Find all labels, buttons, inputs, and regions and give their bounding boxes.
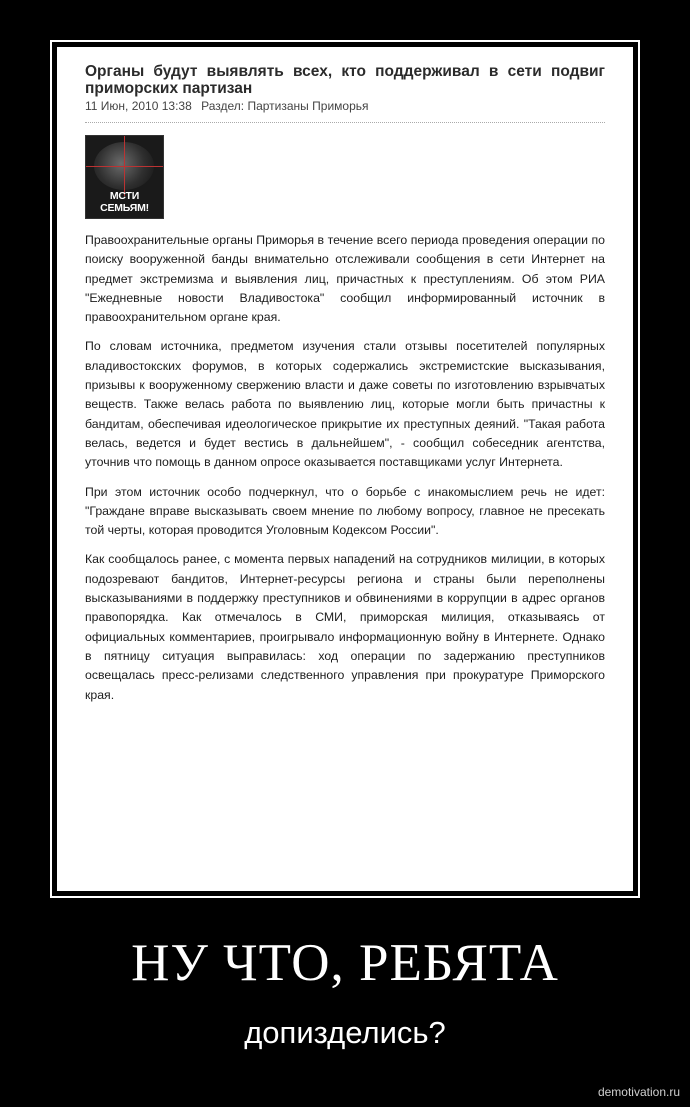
poster-frame	[50, 40, 640, 898]
badge-caption: МСТИ СЕМЬЯМ!	[100, 190, 149, 214]
site-watermark: demotivation.ru	[597, 1085, 680, 1099]
article-screenshot	[57, 47, 633, 891]
section-link[interactable]: Партизаны Приморья	[247, 99, 369, 113]
article-paragraph: При этом источник особо подчеркнул, что о борьбе с инакомыслием речь не идет: "Граждане вправе высказывать своем мнение по любому вопросу, главное не пресекать той черты, которая проводится Уголовным Кодексом России".	[85, 484, 605, 538]
poster-subtitle: допизделись?	[244, 1015, 446, 1050]
article-paragraph: Как сообщалось ранее, с момента первых нападений на сотрудников милиции, в которых подозревают бандитов, Интернет-ресурсы региона и страны были переполнены высказываниями в поддержку преступников и обвинениями в коррупции в адрес органов правопорядка. Как отмечалось в СМИ, приморская милиция, отказываясь от официальных комментариев, проигрывало информационную войну в Интернете. Однако в пятницу ситуация выправилась: ход операции по задержанию преступников освещалась пресс-релизами следственного управления при прокуратуре Приморского края.	[85, 552, 605, 702]
poster-title: НУ ЧТО, РЕБЯТА	[131, 934, 559, 992]
article-body	[85, 231, 605, 705]
article-paragraph: Правоохранительные органы Приморья в течение всего периода проведения операции по поиску вооруженной банды внимательно отслеживали сообщения в сети Интернет на предмет экстремизма и выявления лиц, причастных к преступлениям. Об этом РИА "Ежедневные новости Владивостока" сообщил информированный источник в правоохранительном органе края.	[85, 233, 605, 325]
section-label: Раздел:	[201, 99, 245, 113]
article-date: 11 Июн, 2010 13:38	[85, 99, 192, 113]
article-paragraph: По словам источника, предметом изучения стали отзывы посетителей популярных владивостокских форумов, в которых содержались экстремистские высказывания, призывы к вооруженному свержению власти и даже советы по изготовлению взрывчатых веществ. Также велась работа по выявлению лиц, которые могли быть причастны к бандитам, обеспечивая идеологическое прикрытие их преступных деяний. "Такая работа велась, ведется и будет вестись в дальнейшем", - сообщил собеседник агентства, уточнив что помощь в данном опросе оказывается поставщиками услуг Интернета.	[85, 339, 605, 470]
crosshair-vertical	[124, 136, 125, 196]
article-meta	[85, 99, 605, 123]
article-badge-image	[85, 135, 164, 219]
article-headline: Органы будут выявлять всех, кто поддерживал в сети подвиг приморских партизан	[85, 63, 605, 97]
